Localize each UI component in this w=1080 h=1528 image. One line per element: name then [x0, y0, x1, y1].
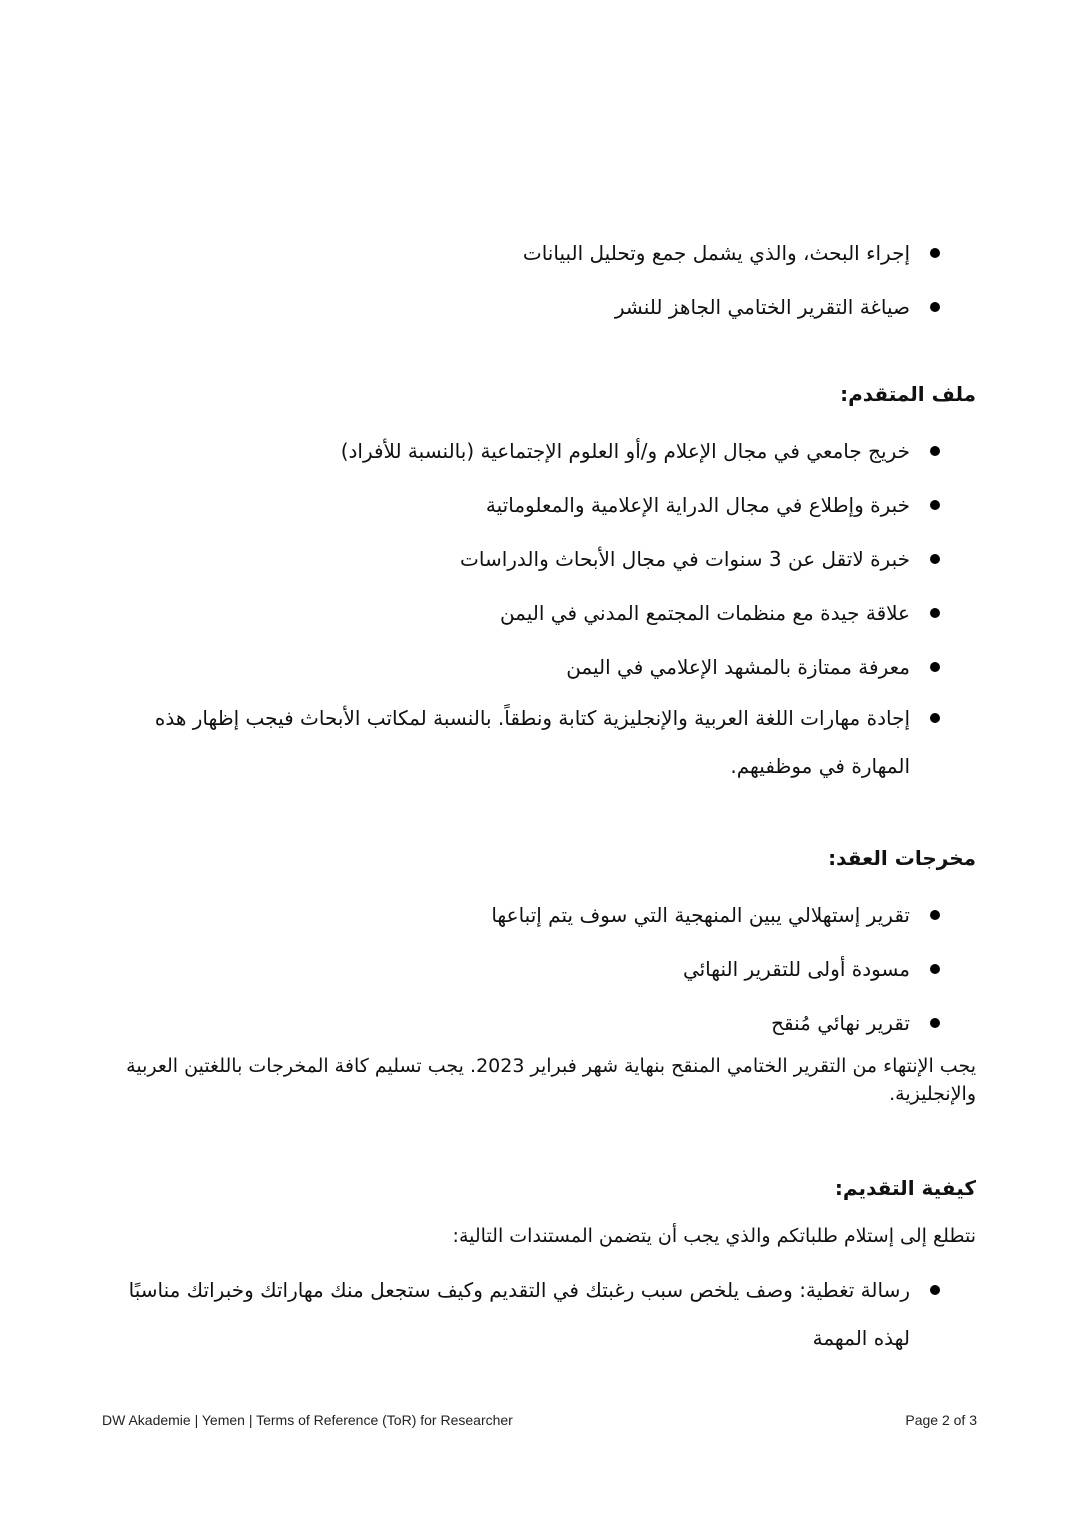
- outputs-list: [122, 888, 942, 1050]
- list-item-text: مسودة أولى للتقرير النهائي: [682, 957, 910, 981]
- list-item: [122, 1266, 942, 1362]
- list-item-text: إجادة مهارات اللغة العربية والإنجليزية كتابة ونطقاً. بالنسبة لمكاتب الأبحاث فيجب إظهار هذه المهارة في موظفيهم.: [154, 706, 910, 778]
- footer-document-title: DW Akademie | Yemen | Terms of Reference (ToR) for Researcher: [102, 1412, 513, 1428]
- list-item-text: معرفة ممتازة بالمشهد الإعلامي في اليمن: [566, 655, 910, 679]
- list-item: [122, 640, 942, 694]
- list-item: [122, 942, 942, 996]
- list-item-text: خبرة وإطلاع في مجال الدراية الإعلامية والمعلوماتية: [485, 493, 910, 517]
- bullet-icon: [930, 1285, 940, 1295]
- outputs-heading: مخرجات العقد:: [828, 846, 976, 870]
- outputs-deadline-note: يجب الإنتهاء من التقرير الختامي المنقح بنهاية شهر فبراير 2023. يجب تسليم كافة المخرجات باللغتين العربية والإنجليزية.: [126, 1055, 976, 1105]
- list-item-text: رسالة تغطية: وصف يلخص سبب رغبتك في التقديم وكيف ستجعل منك مهاراتك وخبراتك مناسبًا لهذه المهمة: [128, 1278, 910, 1350]
- bullet-icon: [930, 713, 940, 723]
- list-item: [122, 478, 942, 532]
- footer-page-number: Page 2 of 3: [905, 1412, 977, 1428]
- list-item: [122, 694, 942, 790]
- bullet-icon: [930, 1018, 940, 1028]
- apply-heading: كيفية التقديم:: [834, 1176, 976, 1200]
- list-item: [122, 424, 942, 478]
- profile-list: [122, 424, 942, 790]
- list-item-text: خريج جامعي في مجال الإعلام و/أو العلوم الإجتماعية (بالنسبة للأفراد): [340, 439, 910, 463]
- list-item: [122, 996, 942, 1050]
- profile-heading: ملف المتقدم:: [840, 382, 976, 406]
- list-item-text: علاقة جيدة مع منظمات المجتمع المدني في اليمن: [499, 601, 910, 625]
- list-item-text: إجراء البحث، والذي يشمل جمع وتحليل البيانات: [522, 241, 910, 265]
- list-item: [122, 280, 942, 334]
- bullet-icon: [930, 446, 940, 456]
- bullet-icon: [930, 662, 940, 672]
- bullet-icon: [930, 554, 940, 564]
- bullet-icon: [930, 608, 940, 618]
- bullet-icon: [930, 910, 940, 920]
- apply-list: [122, 1266, 942, 1362]
- bullet-icon: [930, 500, 940, 510]
- list-item: [122, 532, 942, 586]
- list-item-text: خبرة لاتقل عن 3 سنوات في مجال الأبحاث والدراسات: [460, 547, 910, 571]
- list-item: [122, 888, 942, 942]
- tasks-list: [122, 226, 942, 334]
- bullet-icon: [930, 248, 940, 258]
- list-item: [122, 586, 942, 640]
- list-item: [122, 226, 942, 280]
- apply-intro: نتطلع إلى إستلام طلباتكم والذي يجب أن يتضمن المستندات التالية:: [452, 1225, 976, 1247]
- list-item-text: تقرير إستهلالي يبين المنهجية التي سوف يتم إتباعها: [491, 903, 910, 927]
- bullet-icon: [930, 964, 940, 974]
- list-item-text: صياغة التقرير الختامي الجاهز للنشر: [614, 295, 910, 319]
- list-item-text: تقرير نهائي مُنقح: [771, 1011, 910, 1035]
- bullet-icon: [930, 302, 940, 312]
